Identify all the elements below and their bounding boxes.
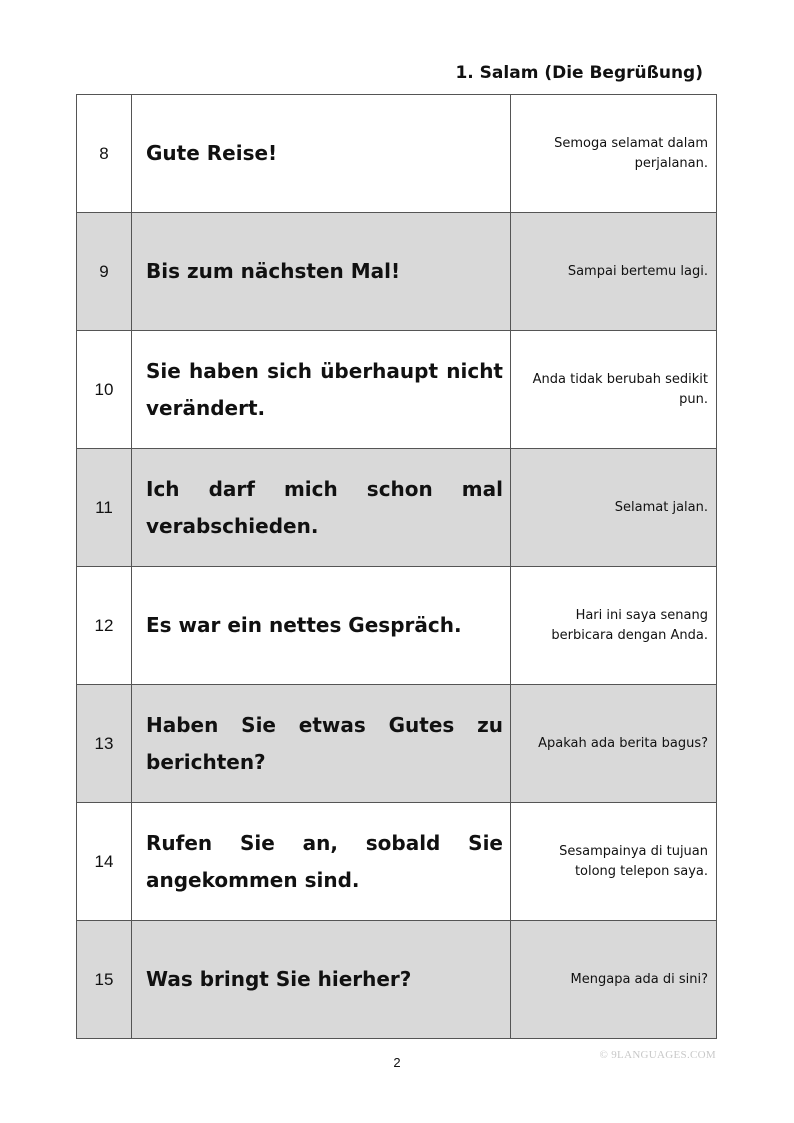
indonesian-translation: Apakah ada berita bagus? bbox=[510, 685, 717, 802]
phrase-table bbox=[76, 94, 717, 1039]
indonesian-translation: Mengapa ada di sini? bbox=[510, 921, 717, 1038]
table-row bbox=[76, 95, 717, 213]
german-phrase: Bis zum nächsten Mal! bbox=[131, 213, 510, 330]
german-phrase: Haben Sie etwas Gutes zu berichten? bbox=[131, 685, 510, 802]
table-row bbox=[76, 331, 717, 449]
row-number: 15 bbox=[76, 921, 131, 1038]
page-title: 1. Salam (Die Begrüßung) bbox=[455, 63, 703, 83]
german-phrase: Rufen Sie an, sobald Sie angekommen sind. bbox=[131, 803, 510, 920]
german-phrase: Was bringt Sie hierher? bbox=[131, 921, 510, 1038]
german-phrase: Gute Reise! bbox=[131, 95, 510, 212]
german-phrase: Es war ein nettes Gespräch. bbox=[131, 567, 510, 684]
row-number: 11 bbox=[76, 449, 131, 566]
indonesian-translation: Hari ini saya senang berbicara dengan Anda. bbox=[510, 567, 717, 684]
table-row bbox=[76, 921, 717, 1039]
indonesian-translation: Selamat jalan. bbox=[510, 449, 717, 566]
indonesian-translation: Sampai bertemu lagi. bbox=[510, 213, 717, 330]
indonesian-translation: Semoga selamat dalam perjalanan. bbox=[510, 95, 717, 212]
indonesian-translation: Anda tidak berubah sedikit pun. bbox=[510, 331, 717, 448]
table-row bbox=[76, 213, 717, 331]
row-number: 8 bbox=[76, 95, 131, 212]
german-phrase: Sie haben sich überhaupt nicht verändert. bbox=[131, 331, 510, 448]
row-number: 12 bbox=[76, 567, 131, 684]
table-row bbox=[76, 449, 717, 567]
table-row bbox=[76, 567, 717, 685]
table-row bbox=[76, 685, 717, 803]
page-number: 2 bbox=[393, 1055, 401, 1070]
row-number: 9 bbox=[76, 213, 131, 330]
indonesian-translation: Sesampainya di tujuan tolong telepon saya. bbox=[510, 803, 717, 920]
row-number: 13 bbox=[76, 685, 131, 802]
watermark: © 9LANGUAGES.COM bbox=[599, 1049, 716, 1061]
table-row bbox=[76, 803, 717, 921]
row-number: 10 bbox=[76, 331, 131, 448]
row-number: 14 bbox=[76, 803, 131, 920]
german-phrase: Ich darf mich schon mal verabschieden. bbox=[131, 449, 510, 566]
